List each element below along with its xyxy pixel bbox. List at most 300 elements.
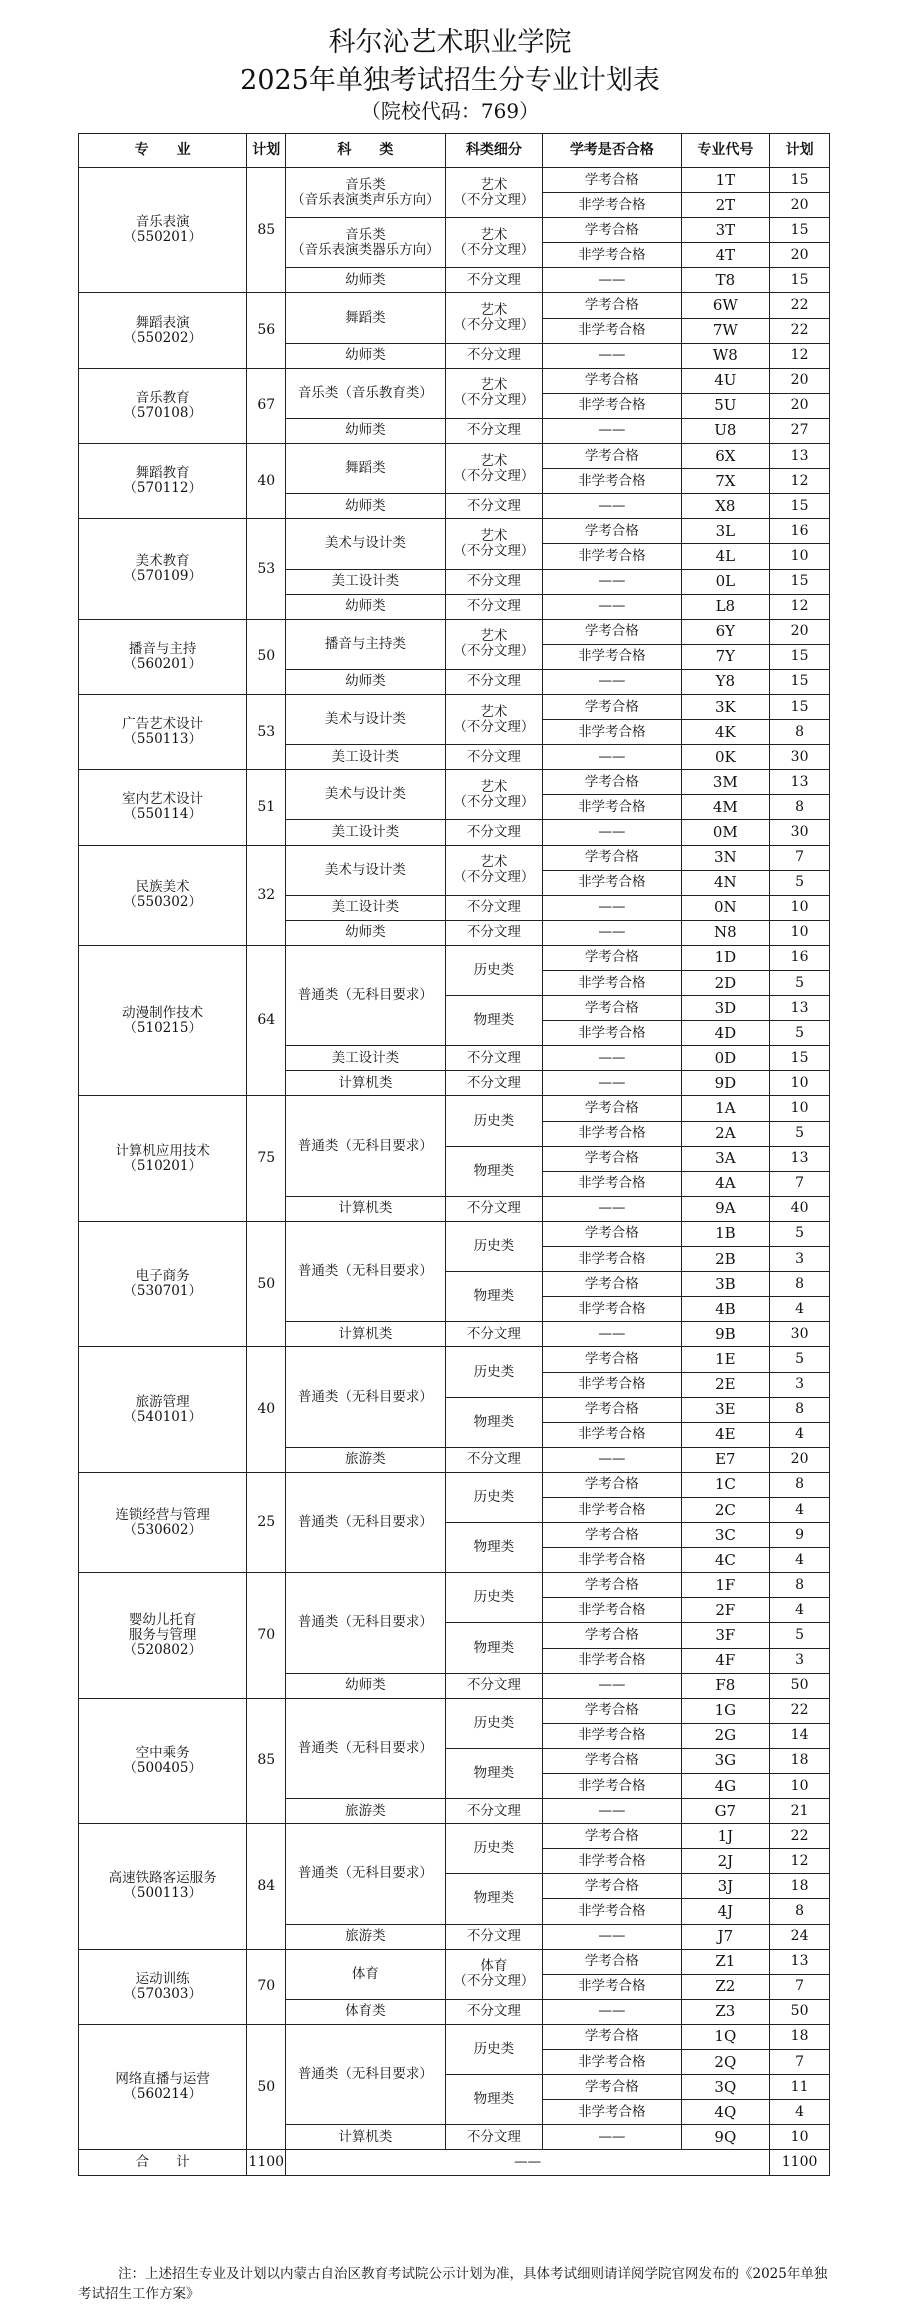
- plan-count-cell: 8: [770, 795, 830, 820]
- major-code-cell: 1Q: [681, 2024, 770, 2049]
- major-plan: 40: [247, 444, 286, 519]
- subcategory-cell: 不分文理: [445, 1673, 542, 1698]
- plan-count-cell: 4: [770, 1548, 830, 1573]
- subcategory-cell: 不分文理: [445, 820, 542, 845]
- subcategory-cell: 物理类: [445, 1272, 542, 1322]
- category-cell: 计算机类: [286, 1196, 446, 1221]
- exam-status-cell: 非学考合格: [543, 1121, 681, 1146]
- exam-status-cell: 学考合格: [543, 1698, 681, 1723]
- plan-count-cell: 15: [770, 694, 830, 719]
- exam-status-cell: 学考合格: [543, 2075, 681, 2100]
- subcategory-cell: 物理类: [445, 1397, 542, 1447]
- table-row: [79, 1221, 830, 1246]
- exam-status-cell: 非学考合格: [543, 193, 681, 218]
- plan-count-cell: 5: [770, 1221, 830, 1246]
- category-cell: 普通类（无科目要求）: [286, 1573, 446, 1673]
- plan-count-cell: 4: [770, 1422, 830, 1447]
- plan-count-cell: 30: [770, 1322, 830, 1347]
- plan-count-cell: 10: [770, 1096, 830, 1121]
- major-plan: 50: [247, 2024, 286, 2149]
- plan-count-cell: 10: [770, 544, 830, 569]
- exam-status-cell: 学考合格: [543, 1824, 681, 1849]
- exam-status-cell: 学考合格: [543, 1874, 681, 1899]
- plan-count-cell: 24: [770, 1924, 830, 1949]
- subcategory-cell: 不分文理: [445, 569, 542, 594]
- major-name: 音乐教育 （570108）: [79, 368, 247, 443]
- major-code-cell: 1F: [681, 1573, 770, 1598]
- exam-status-cell: 非学考合格: [543, 469, 681, 494]
- plan-count-cell: 50: [770, 1999, 830, 2024]
- plan-count-cell: 14: [770, 1723, 830, 1748]
- exam-status-cell: 学考合格: [543, 2024, 681, 2049]
- major-plan: 85: [247, 168, 286, 293]
- plan-count-cell: 3: [770, 1648, 830, 1673]
- major-name: 动漫制作技术 （510215）: [79, 945, 247, 1096]
- subcategory-cell: 物理类: [445, 1146, 542, 1196]
- plan-count-cell: 5: [770, 1623, 830, 1648]
- subcategory-cell: 不分文理: [445, 1447, 542, 1472]
- exam-status-cell: 学考合格: [543, 1096, 681, 1121]
- plan-count-cell: 15: [770, 1046, 830, 1071]
- plan-count-cell: 11: [770, 2075, 830, 2100]
- major-code-cell: 3G: [681, 1748, 770, 1773]
- category-cell: 音乐类（音乐教育类）: [286, 368, 446, 418]
- total-row: [79, 2150, 830, 2175]
- plan-count-cell: 13: [770, 996, 830, 1021]
- major-code-cell: 6X: [681, 444, 770, 469]
- major-code-cell: 3L: [681, 519, 770, 544]
- major-code-cell: 2Q: [681, 2050, 770, 2075]
- category-cell: 幼师类: [286, 920, 446, 945]
- major-code-cell: 0D: [681, 1046, 770, 1071]
- major-code-cell: U8: [681, 418, 770, 443]
- subcategory-cell: 艺术 （不分文理）: [445, 694, 542, 744]
- exam-status-cell: 非学考合格: [543, 1723, 681, 1748]
- major-code-cell: 9D: [681, 1071, 770, 1096]
- plan-count-cell: 16: [770, 519, 830, 544]
- major-name: 播音与主持 （560201）: [79, 619, 247, 694]
- major-name: 高速铁路客运服务 （500113）: [79, 1824, 247, 1949]
- page-title: 科尔沁艺术职业学院: [328, 27, 572, 58]
- major-plan: 64: [247, 945, 286, 1096]
- category-cell: 美术与设计类: [286, 694, 446, 744]
- major-name: 舞蹈表演 （550202）: [79, 293, 247, 368]
- plan-count-cell: 10: [770, 1774, 830, 1799]
- exam-status-cell: ——: [543, 569, 681, 594]
- major-plan: 50: [247, 619, 286, 694]
- major-code-cell: 1T: [681, 168, 770, 193]
- plan-count-cell: 7: [770, 845, 830, 870]
- header-subcategory: 科类细分: [445, 134, 542, 168]
- major-code-cell: 3D: [681, 996, 770, 1021]
- major-code-cell: 1A: [681, 1096, 770, 1121]
- exam-status-cell: ——: [543, 820, 681, 845]
- header-category: 科 类: [286, 134, 446, 168]
- subcategory-cell: 艺术 （不分文理）: [445, 368, 542, 418]
- exam-status-cell: ——: [543, 1673, 681, 1698]
- table-row: [79, 444, 830, 469]
- plan-count-cell: 18: [770, 2024, 830, 2049]
- plan-count-cell: 8: [770, 1899, 830, 1924]
- plan-count-cell: 40: [770, 1196, 830, 1221]
- page-subtitle: 2025年单独考试招生分专业计划表: [240, 65, 660, 96]
- subcategory-cell: 不分文理: [445, 1071, 542, 1096]
- subcategory-cell: 体育 （不分文理）: [445, 1949, 542, 1999]
- exam-status-cell: 学考合格: [543, 1472, 681, 1497]
- exam-status-cell: 学考合格: [543, 293, 681, 318]
- plan-count-cell: 15: [770, 669, 830, 694]
- major-code-cell: 1C: [681, 1472, 770, 1497]
- plan-count-cell: 4: [770, 1297, 830, 1322]
- plan-count-cell: 5: [770, 1347, 830, 1372]
- plan-count-cell: 20: [770, 619, 830, 644]
- plan-count-cell: 4: [770, 2100, 830, 2125]
- subcategory-cell: 不分文理: [445, 745, 542, 770]
- plan-count-cell: 15: [770, 569, 830, 594]
- plan-count-cell: 9: [770, 1523, 830, 1548]
- category-cell: 普通类（无科目要求）: [286, 1698, 446, 1798]
- major-plan: 75: [247, 1096, 286, 1221]
- major-code-cell: 4M: [681, 795, 770, 820]
- subcategory-cell: 不分文理: [445, 1196, 542, 1221]
- category-cell: 美工设计类: [286, 569, 446, 594]
- subcategory-cell: 不分文理: [445, 418, 542, 443]
- exam-status-cell: ——: [543, 2125, 681, 2150]
- exam-status-cell: 学考合格: [543, 1573, 681, 1598]
- major-code-cell: X8: [681, 494, 770, 519]
- category-cell: 美工设计类: [286, 895, 446, 920]
- plan-count-cell: 20: [770, 1447, 830, 1472]
- table-row: [79, 1096, 830, 1121]
- subcategory-cell: 艺术 （不分文理）: [445, 218, 542, 268]
- category-cell: 计算机类: [286, 2125, 446, 2150]
- subcategory-cell: 历史类: [445, 1698, 542, 1748]
- major-code-cell: N8: [681, 920, 770, 945]
- exam-status-cell: 非学考合格: [543, 1497, 681, 1522]
- subcategory-cell: 不分文理: [445, 1924, 542, 1949]
- category-cell: 幼师类: [286, 669, 446, 694]
- major-code-cell: 2J: [681, 1849, 770, 1874]
- subcategory-cell: 不分文理: [445, 1799, 542, 1824]
- plan-count-cell: 3: [770, 1247, 830, 1272]
- exam-status-cell: 学考合格: [543, 619, 681, 644]
- subcategory-cell: 不分文理: [445, 1999, 542, 2024]
- exam-status-cell: 学考合格: [543, 519, 681, 544]
- exam-status-cell: 学考合格: [543, 1347, 681, 1372]
- major-name: 电子商务 （530701）: [79, 1221, 247, 1346]
- major-code-cell: 3J: [681, 1874, 770, 1899]
- plan-count-cell: 15: [770, 268, 830, 293]
- exam-status-cell: 非学考合格: [543, 795, 681, 820]
- subcategory-cell: 艺术 （不分文理）: [445, 444, 542, 494]
- major-code-cell: G7: [681, 1799, 770, 1824]
- total-count: 1100: [770, 2150, 830, 2175]
- major-code-cell: W8: [681, 343, 770, 368]
- major-name: 室内艺术设计 （550114）: [79, 770, 247, 845]
- plan-count-cell: 15: [770, 218, 830, 243]
- subcategory-cell: 历史类: [445, 1824, 542, 1874]
- category-cell: 美术与设计类: [286, 519, 446, 569]
- major-name: 网络直播与运营 （560214）: [79, 2024, 247, 2149]
- exam-status-cell: ——: [543, 268, 681, 293]
- exam-status-cell: 学考合格: [543, 1623, 681, 1648]
- major-code-cell: 4K: [681, 720, 770, 745]
- plan-count-cell: 10: [770, 2125, 830, 2150]
- table-row: [79, 1472, 830, 1497]
- table-row: [79, 368, 830, 393]
- exam-status-cell: 学考合格: [543, 1272, 681, 1297]
- school-code: （院校代码：769）: [360, 99, 540, 123]
- category-cell: 旅游类: [286, 1799, 446, 1824]
- major-plan: 84: [247, 1824, 286, 1949]
- header-exam: 学考是否合格: [543, 134, 681, 168]
- major-code-cell: 3N: [681, 845, 770, 870]
- exam-status-cell: 非学考合格: [543, 2050, 681, 2075]
- major-code-cell: 6W: [681, 293, 770, 318]
- plan-count-cell: 12: [770, 469, 830, 494]
- major-name: 婴幼儿托育 服务与管理 （520802）: [79, 1573, 247, 1698]
- exam-status-cell: 学考合格: [543, 1397, 681, 1422]
- subcategory-cell: 艺术 （不分文理）: [445, 168, 542, 218]
- exam-status-cell: ——: [543, 418, 681, 443]
- table-row: [79, 2024, 830, 2049]
- plan-count-cell: 12: [770, 594, 830, 619]
- major-code-cell: 9Q: [681, 2125, 770, 2150]
- plan-count-cell: 5: [770, 1121, 830, 1146]
- table-row: [79, 1949, 830, 1974]
- major-code-cell: Z2: [681, 1974, 770, 1999]
- plan-count-cell: 4: [770, 1497, 830, 1522]
- subcategory-cell: 不分文理: [445, 594, 542, 619]
- plan-count-cell: 15: [770, 644, 830, 669]
- exam-status-cell: 非学考合格: [543, 393, 681, 418]
- header-plan: 计划: [247, 134, 286, 168]
- category-cell: 普通类（无科目要求）: [286, 2024, 446, 2124]
- plan-count-cell: 20: [770, 243, 830, 268]
- table-body: [79, 168, 830, 2176]
- major-code-cell: 2B: [681, 1247, 770, 1272]
- exam-status-cell: 非学考合格: [543, 1247, 681, 1272]
- major-code-cell: 2E: [681, 1372, 770, 1397]
- major-code-cell: 9A: [681, 1196, 770, 1221]
- plan-count-cell: 21: [770, 1799, 830, 1824]
- subcategory-cell: 物理类: [445, 1623, 542, 1673]
- major-code-cell: 4D: [681, 1021, 770, 1046]
- major-name: 旅游管理 （540101）: [79, 1347, 247, 1472]
- major-plan: 70: [247, 1573, 286, 1698]
- table-row: [79, 945, 830, 970]
- exam-status-cell: 学考合格: [543, 1146, 681, 1171]
- major-name: 舞蹈教育 （570112）: [79, 444, 247, 519]
- category-cell: 幼师类: [286, 594, 446, 619]
- plan-count-cell: 4: [770, 1598, 830, 1623]
- plan-count-cell: 10: [770, 895, 830, 920]
- plan-count-cell: 8: [770, 1573, 830, 1598]
- major-code-cell: 4J: [681, 1899, 770, 1924]
- category-cell: 音乐类 （音乐表演类声乐方向）: [286, 168, 446, 218]
- table-row: [79, 694, 830, 719]
- major-plan: 70: [247, 1949, 286, 2024]
- footnote: 注：上述招生专业及计划以内蒙古自治区教育考试院公示计划为准，具体考试细则请详阅学院官网发布的《2025年单独考试招生工作方案》: [78, 2266, 828, 2302]
- major-name: 计算机应用技术 （510201）: [79, 1096, 247, 1221]
- subcategory-cell: 不分文理: [445, 1322, 542, 1347]
- major-plan: 53: [247, 519, 286, 619]
- major-code-cell: 3Q: [681, 2075, 770, 2100]
- exam-status-cell: ——: [543, 669, 681, 694]
- exam-status-cell: ——: [543, 1046, 681, 1071]
- exam-status-cell: 学考合格: [543, 1523, 681, 1548]
- subcategory-cell: 历史类: [445, 1573, 542, 1623]
- exam-status-cell: 非学考合格: [543, 1422, 681, 1447]
- plan-count-cell: 7: [770, 1974, 830, 1999]
- category-cell: 幼师类: [286, 343, 446, 368]
- plan-count-cell: 8: [770, 1397, 830, 1422]
- exam-status-cell: 非学考合格: [543, 971, 681, 996]
- exam-status-cell: ——: [543, 745, 681, 770]
- exam-status-cell: 非学考合格: [543, 644, 681, 669]
- major-code-cell: J7: [681, 1924, 770, 1949]
- plan-count-cell: 50: [770, 1673, 830, 1698]
- major-code-cell: 1B: [681, 1221, 770, 1246]
- table-row: [79, 293, 830, 318]
- category-cell: 计算机类: [286, 1071, 446, 1096]
- exam-status-cell: 学考合格: [543, 444, 681, 469]
- category-cell: 计算机类: [286, 1322, 446, 1347]
- major-plan: 53: [247, 694, 286, 769]
- major-code-cell: 4N: [681, 870, 770, 895]
- category-cell: 普通类（无科目要求）: [286, 945, 446, 1045]
- exam-status-cell: 非学考合格: [543, 1849, 681, 1874]
- major-plan: 40: [247, 1347, 286, 1472]
- plan-count-cell: 15: [770, 494, 830, 519]
- major-code-cell: E7: [681, 1447, 770, 1472]
- major-code-cell: 9B: [681, 1322, 770, 1347]
- exam-status-cell: ——: [543, 1999, 681, 2024]
- exam-status-cell: 学考合格: [543, 996, 681, 1021]
- exam-status-cell: 学考合格: [543, 1221, 681, 1246]
- major-plan: 25: [247, 1472, 286, 1572]
- plan-count-cell: 18: [770, 1748, 830, 1773]
- subcategory-cell: 物理类: [445, 1874, 542, 1924]
- major-code-cell: Z3: [681, 1999, 770, 2024]
- exam-status-cell: 非学考合格: [543, 243, 681, 268]
- plan-count-cell: 12: [770, 343, 830, 368]
- major-code-cell: 1D: [681, 945, 770, 970]
- subcategory-cell: 不分文理: [445, 2125, 542, 2150]
- major-plan: 67: [247, 368, 286, 443]
- category-cell: 美工设计类: [286, 1046, 446, 1071]
- exam-status-cell: ——: [543, 1071, 681, 1096]
- category-cell: 体育类: [286, 1999, 446, 2024]
- total-dash: ——: [286, 2150, 770, 2175]
- exam-status-cell: 非学考合格: [543, 1021, 681, 1046]
- exam-status-cell: ——: [543, 1447, 681, 1472]
- exam-status-cell: 非学考合格: [543, 1171, 681, 1196]
- major-code-cell: 0N: [681, 895, 770, 920]
- major-code-cell: 3M: [681, 770, 770, 795]
- subcategory-cell: 艺术 （不分文理）: [445, 293, 542, 343]
- table-row: [79, 1347, 830, 1372]
- major-name: 美术教育 （570109）: [79, 519, 247, 619]
- exam-status-cell: 学考合格: [543, 168, 681, 193]
- category-cell: 舞蹈类: [286, 444, 446, 494]
- table-row: [79, 619, 830, 644]
- plan-count-cell: 18: [770, 1874, 830, 1899]
- table-row: [79, 519, 830, 544]
- plan-count-cell: 16: [770, 945, 830, 970]
- major-code-cell: 3B: [681, 1272, 770, 1297]
- major-code-cell: Y8: [681, 669, 770, 694]
- major-code-cell: 4L: [681, 544, 770, 569]
- category-cell: 美工设计类: [286, 745, 446, 770]
- subcategory-cell: 历史类: [445, 1347, 542, 1397]
- subcategory-cell: 物理类: [445, 2075, 542, 2125]
- category-cell: 播音与主持类: [286, 619, 446, 669]
- exam-status-cell: 学考合格: [543, 1748, 681, 1773]
- total-plan: 1100: [247, 2150, 286, 2175]
- major-code-cell: 0K: [681, 745, 770, 770]
- subcategory-cell: 历史类: [445, 2024, 542, 2074]
- major-code-cell: 3A: [681, 1146, 770, 1171]
- plan-count-cell: 20: [770, 368, 830, 393]
- major-code-cell: 4A: [681, 1171, 770, 1196]
- plan-count-cell: 13: [770, 770, 830, 795]
- major-plan: 85: [247, 1698, 286, 1823]
- plan-count-cell: 22: [770, 293, 830, 318]
- subcategory-cell: 艺术 （不分文理）: [445, 619, 542, 669]
- subcategory-cell: 不分文理: [445, 920, 542, 945]
- exam-status-cell: 非学考合格: [543, 1774, 681, 1799]
- exam-status-cell: 非学考合格: [543, 1648, 681, 1673]
- major-name: 音乐表演 （550201）: [79, 168, 247, 293]
- exam-status-cell: 非学考合格: [543, 1899, 681, 1924]
- major-name: 民族美术 （550302）: [79, 845, 247, 945]
- major-code-cell: 4B: [681, 1297, 770, 1322]
- major-code-cell: L8: [681, 594, 770, 619]
- major-name: 广告艺术设计 （550113）: [79, 694, 247, 769]
- plan-count-cell: 5: [770, 971, 830, 996]
- subcategory-cell: 不分文理: [445, 1046, 542, 1071]
- plan-count-cell: 5: [770, 870, 830, 895]
- major-code-cell: T8: [681, 268, 770, 293]
- subcategory-cell: 艺术 （不分文理）: [445, 770, 542, 820]
- major-code-cell: 3F: [681, 1623, 770, 1648]
- plan-count-cell: 13: [770, 444, 830, 469]
- subcategory-cell: 物理类: [445, 1748, 542, 1798]
- exam-status-cell: ——: [543, 1322, 681, 1347]
- exam-status-cell: 学考合格: [543, 945, 681, 970]
- table-row: [79, 1698, 830, 1723]
- subcategory-cell: 历史类: [445, 1472, 542, 1522]
- exam-status-cell: ——: [543, 1924, 681, 1949]
- category-cell: 美术与设计类: [286, 770, 446, 820]
- header-count: 计划: [770, 134, 830, 168]
- major-code-cell: Z1: [681, 1949, 770, 1974]
- major-code-cell: 3E: [681, 1397, 770, 1422]
- plan-count-cell: 7: [770, 2050, 830, 2075]
- major-code-cell: 1G: [681, 1698, 770, 1723]
- subcategory-cell: 不分文理: [445, 669, 542, 694]
- major-code-cell: 3C: [681, 1523, 770, 1548]
- major-code-cell: 0L: [681, 569, 770, 594]
- header-code: 专业代号: [681, 134, 770, 168]
- major-code-cell: 7Y: [681, 644, 770, 669]
- category-cell: 普通类（无科目要求）: [286, 1824, 446, 1924]
- exam-status-cell: 学考合格: [543, 1949, 681, 1974]
- subcategory-cell: 不分文理: [445, 268, 542, 293]
- plan-count-cell: 8: [770, 1272, 830, 1297]
- plan-count-cell: 13: [770, 1146, 830, 1171]
